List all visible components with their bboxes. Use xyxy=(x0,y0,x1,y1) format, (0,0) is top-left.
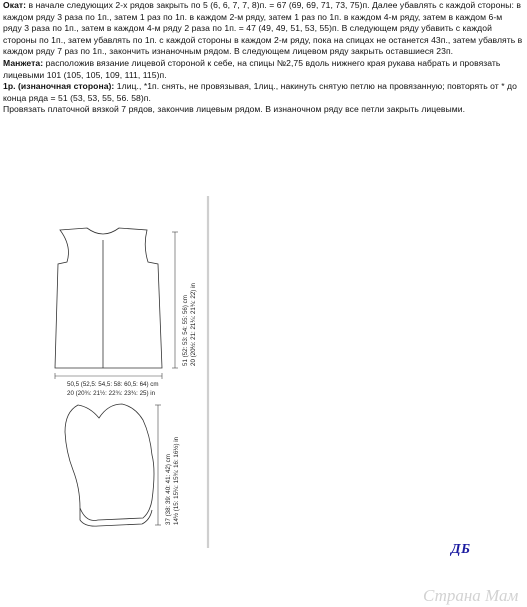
site-watermark: Страна Мам xyxy=(423,586,519,605)
okat-label: Окат: xyxy=(3,0,27,10)
sleeve-height-dimension xyxy=(155,405,161,525)
row1-body: 1лиц., *1п. снять, не провязывая, 1лиц., накинуть снятую петлю на провязанную; повторять от * до конца ряда = 51 (53, 53, 55, 56. 58)п. xyxy=(3,81,517,103)
sleeve-height-cm: 37 (38: 39: 40: 41: 42) cm xyxy=(165,454,172,525)
body-outline xyxy=(55,228,162,368)
cuff-label: Манжета: xyxy=(3,57,44,68)
body-height-dimension xyxy=(172,232,178,368)
sleeve-outline xyxy=(65,404,154,521)
finish-paragraph: Провязать платочной вязкой 7 рядов, закончив лицевым рядом. В изнаночном ряду все петли закрыть лицевыми. xyxy=(3,104,466,115)
sleeve-schematic xyxy=(65,404,154,526)
row1-label: 1р. (изнаночная сторона): xyxy=(3,81,115,92)
cuff-body: расположив вязание лицевой стороной к себе, на спицы №2,75 вдоль нижнего края рукава набрать и провязать лицевыми 101 (105, 105, 109, 111, 115)п. xyxy=(3,57,501,80)
body-height-in: 20 (20½: 21: 21¼: 21¾: 22) in xyxy=(190,283,197,366)
body-width-in: 20 (20¾: 21½: 22¾: 23¾: 25) in xyxy=(67,390,156,397)
body-schematic xyxy=(55,228,162,368)
okat-body: в начале следующих 2-х рядов закрыть по 5 (6, 6, 7, 7, 8)п. = 67 (69, 69, 71, 73, 75)п. Далее убавлять с каждой стороны: в каждом ряду 3 раза по 1п., затем 1 раз по 1п. в каждом 2-м ряду, затем 1 раз по 1п. в каждом 4-м ряду, затем в каждом 6-м ряду 3 раза по 1п., затем в каждом 4-м ряду 2 раза по 1п. = 47 (49, 49, 51, 53, 55)п. В следующем ряду убавить с каждой стороны по 1п., затем убавлять по 1п. с каждой стороны в каждом 2-м ряду, пока на спицах не останется 43п., затем убавлять в каждом ряду 7 раз по 1п., закончить изнаночным рядом. В следующем лицевом ряду закрыть оставшиеся 23п. xyxy=(3,0,523,57)
sleeve-height-in: 14½ (15: 15¼: 15¾: 16: 16½) in xyxy=(173,436,180,525)
body-height-cm: 51 (52: 53: 54: 55: 56) cm xyxy=(182,295,189,366)
sleeve-cuff-band xyxy=(80,508,152,526)
body-width-dimension xyxy=(55,373,162,379)
body-width-cm: 50,5 (52,5: 54,5: 58: 60,5: 64) cm xyxy=(67,381,159,388)
author-signature: ДБ xyxy=(451,542,471,557)
